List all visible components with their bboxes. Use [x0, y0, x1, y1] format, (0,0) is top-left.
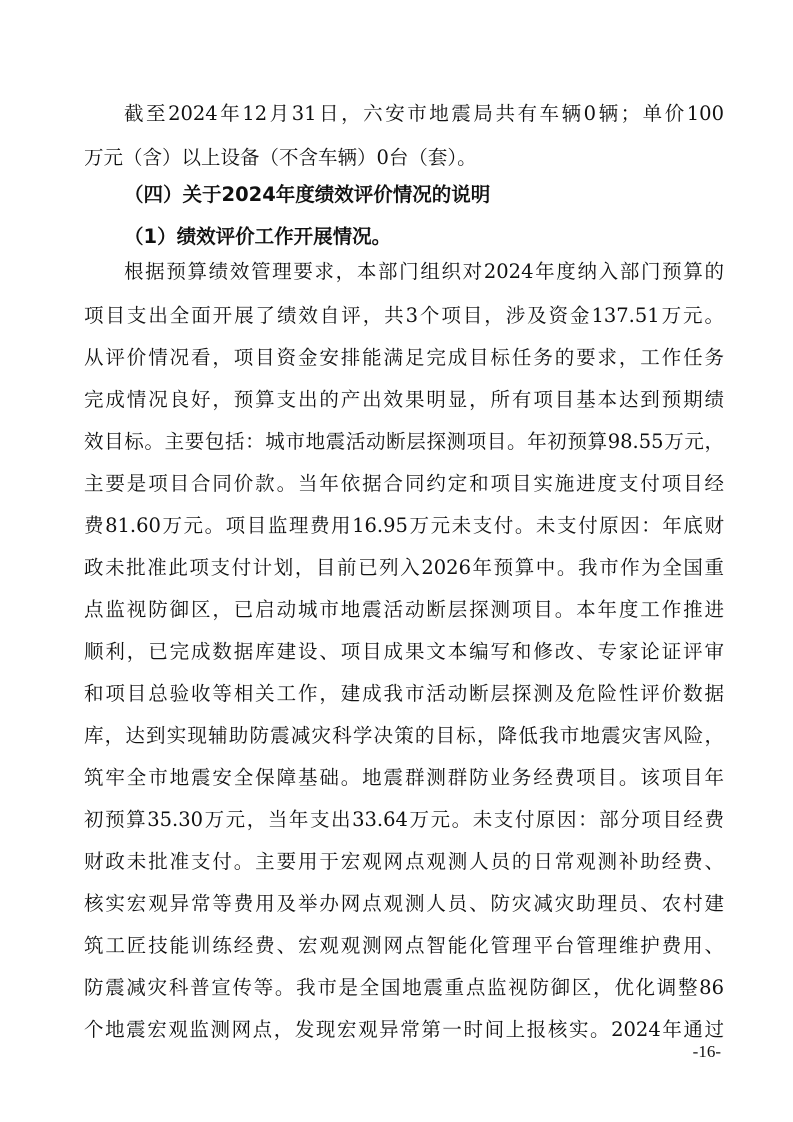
subsection-heading: （1）绩效评价工作开展情况。: [124, 225, 392, 248]
paragraph-line: 个地震宏观监测网点，发现宏观异常第一时间上报核实。2024年通过: [84, 1018, 724, 1041]
section-heading: （四）关于2024年度绩效评价情况的说明: [124, 183, 491, 206]
paragraph-line: 筑牢全市地震安全保障基础。地震群测群防业务经费项目。该项目年: [84, 766, 724, 789]
paragraph-line: 政未批准此项支付计划，目前已列入2026年预算中。我市作为全国重: [84, 556, 724, 579]
paragraph-line: 费81.60万元。项目监理费用16.95万元未支付。未支付原因：年底财: [84, 514, 724, 537]
paragraph-line: 点监视防御区，已启动城市地震活动断层探测项目。本年度工作推进: [84, 598, 724, 621]
paragraph-line: 和项目总验收等相关工作，建成我市活动断层探测及危险性评价数据: [84, 682, 724, 705]
paragraph-line: 万元（含）以上设备（不含车辆）0台（套）。: [84, 146, 477, 169]
paragraph-line: 顺利，已完成数据库建设、项目成果文本编写和修改、专家论证评审: [84, 640, 724, 663]
paragraph-line: 截至2024年12月31日，六安市地震局共有车辆0辆；单价100: [124, 102, 724, 125]
paragraph-line: 主要是项目合同价款。当年依据合同约定和项目实施进度支付项目经: [84, 472, 724, 495]
paragraph-line: 效目标。主要包括：城市地震活动断层探测项目。年初预算98.55万元，: [84, 430, 724, 453]
paragraph-line: 库，达到实现辅助防震减灾科学决策的目标，降低我市地震灾害风险，: [84, 724, 724, 747]
paragraph-line: 财政未批准支付。主要用于宏观网点观测人员的日常观测补助经费、: [84, 850, 724, 873]
paragraph-line: 防震减灾科普宣传等。我市是全国地震重点监视防御区，优化调整86: [84, 976, 724, 999]
paragraph-line: 项目支出全面开展了绩效自评，共3个项目，涉及资金137.51万元。: [84, 304, 724, 327]
paragraph-line: 核实宏观异常等费用及举办网点观测人员、防灾减灾助理员、农村建: [84, 892, 724, 915]
paragraph-line: 筑工匠技能训练经费、宏观观测网点智能化管理平台管理维护费用、: [84, 934, 724, 957]
paragraph-line: 完成情况良好，预算支出的产出效果明显，所有项目基本达到预期绩: [84, 388, 724, 411]
page-number: -16-: [692, 1042, 721, 1061]
paragraph-line: 根据预算绩效管理要求，本部门组织对2024年度纳入部门预算的: [124, 260, 724, 283]
paragraph-line: 从评价情况看，项目资金安排能满足完成目标任务的要求，工作任务: [84, 346, 724, 369]
paragraph-line: 初预算35.30万元，当年支出33.64万元。未支付原因：部分项目经费: [84, 808, 724, 831]
